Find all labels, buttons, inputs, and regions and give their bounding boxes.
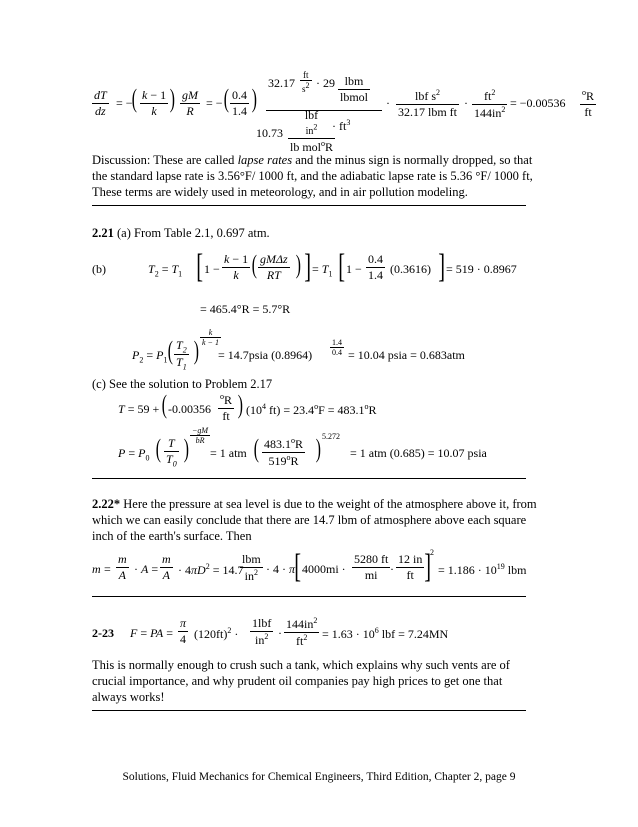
divider bbox=[92, 596, 526, 597]
problem-2-21-heading bbox=[92, 225, 538, 241]
discussion-lead: Discussion: These are called bbox=[92, 153, 238, 167]
page-footer: Solutions, Fluid Mechanics for Chemical Engineers, Third Edition, Chapter 2, page 9 bbox=[122, 771, 516, 783]
part-a-text: (a) From Table 2.1, 0.697 atm. bbox=[113, 226, 270, 240]
lapse-rates-term: lapse rates bbox=[237, 153, 293, 167]
problem-2-22-text bbox=[92, 496, 538, 544]
part-b-label: (b) bbox=[92, 262, 106, 276]
problem-label: 2.22* bbox=[92, 497, 121, 511]
problem-label: 2.21 bbox=[92, 226, 114, 240]
part-b-temperature-result: = 465.4°R = 5.7°R bbox=[200, 302, 291, 316]
divider bbox=[92, 710, 526, 711]
mass-equation: m = $\frac{m}{A}$ · A = $\frac{m}{A}$ · $4\pi D^2 = 14.7$ lbm $in^2$ · 4 · π [ 4000mi · $\frac{5280 ft}{mi}$ · $\frac{12 in}{ft}$ ] 2 = $1.186 \cdot 10^{19}$ lbm bbox=[92, 548, 527, 585]
part-c-temperature-equation: T = 59 + ( -0.00356 $\frac{^oR}{ft}$ ) ($10^4$ $ft) = 23.4^oF = 483.1^oR$ bbox=[118, 390, 377, 423]
discussion-paragraph bbox=[92, 152, 538, 200]
lapse-rate-equation: $\frac{dT}{dz}$ = − ( $\frac{k - 1}{k}$ ) $\frac{gM}{R}$ = − ( $\frac{0.4}{1.4}$ ) 32.17 $\frac{ft}{s2}$ · 29 lbm lbmol 10.73 lbf $in^2$ lb mol$^o$R · $ft^3$ · lbf $s^2$ 32.17 lbm ft · $\frac{ft^2}{144in^2}$ = −0.00536 $\frac{^oR}{ft}$ bbox=[94, 70, 595, 155]
problem-2-23-discussion: This is normally enough to crush such a tank, which explains why such vents are of crucial importance, and why prudent oil companies pay high prices to get one that always works! bbox=[92, 658, 510, 704]
problem-2-22-body: Here the pressure at sea level is due to the weight of the atmosphere above it, from which we can easily conclude that there are 14.7 lbm of atmosphere above each square inch of the earth's surface. Then bbox=[92, 497, 537, 543]
discussion-rest: and the minus sign is normally dropped, so that the standard lapse rate is 3.56°F/ 1000 ft, and the adiabatic lapse rate is 5.36 °F/ 1000 ft, These terms are widely used in meteorology, and in air pollution modeling. bbox=[92, 153, 533, 199]
divider bbox=[92, 478, 526, 479]
part-b-temperature-equation: (b) $T_2 = T_1$ [ 1 − $\frac{k - 1}{k}$ ( gMΔz RT ) ] = $T_1$ [ 1 − $\frac{0.4}{1.4}$ (0.3616) ] = 519 · 0.8967 bbox=[92, 248, 517, 285]
force-equation: 2-23 F = PA = $\frac{\pi}{4}$ $(120ft)^2$ · 1lbf $in^2$ · $\frac{144in^2}{ft^2}$ = $1.63 \cdot 10^6$ lbf = 7.24MN bbox=[92, 616, 449, 648]
divider bbox=[92, 205, 526, 206]
problem-label: 2-23 bbox=[92, 626, 114, 640]
part-c-text: (c) See the solution to Problem 2.17 bbox=[92, 377, 273, 391]
part-b-pressure-equation: $P_2 = P_1$ ( $\frac{T_2}{T_1}$ ) $\frac{k}{k - 1}$ = 14.7psia (0.8964) $\frac{1.4}{0.4}$ = 10.04 psia = 0.683atm bbox=[132, 328, 465, 372]
part-c-pressure-equation: $P = P_0$ ( $\frac{T}{T_0}$ ) $\frac{-gM}{bR}$ = 1 atm ( $\frac{483.1^oR}{519^oR}$ ) 5.272 = 1 atm (0.685) = 10.07 psia bbox=[118, 426, 487, 469]
